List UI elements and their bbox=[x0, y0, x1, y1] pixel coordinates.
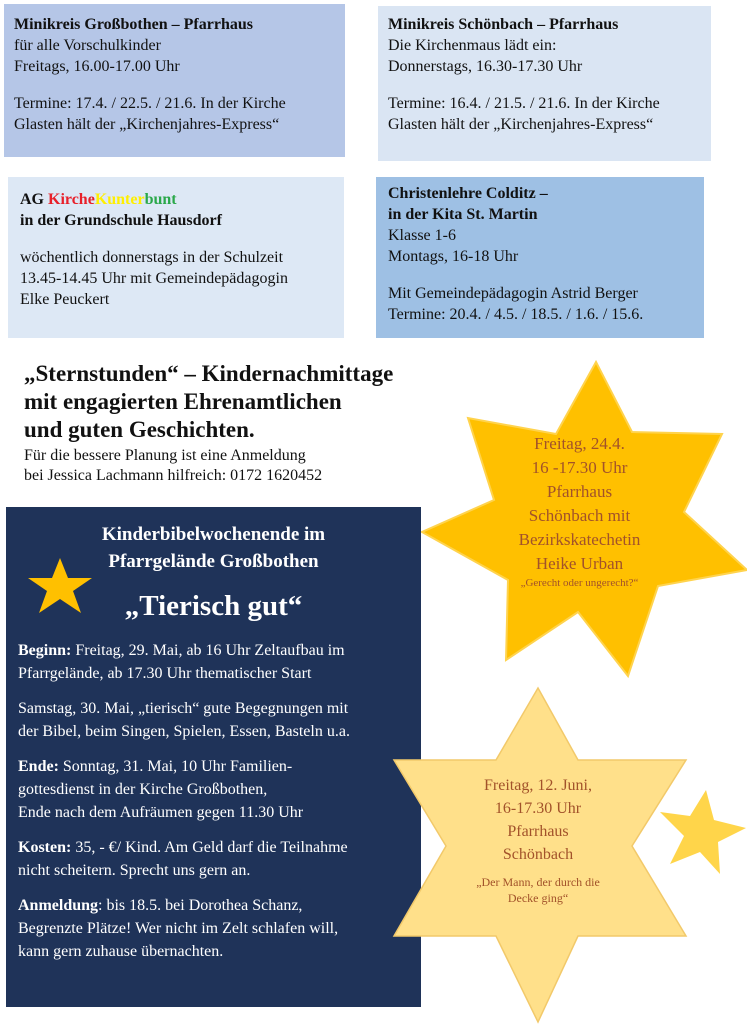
kbw-ende-3: Ende nach dem Aufräumen gegen 11.30 Uhr bbox=[18, 804, 304, 821]
kbw-beginn-1: Freitag, 29. Mai, ab 16 Uhr Zeltaufbau im bbox=[71, 642, 345, 659]
ag-word-kunter: Kunter bbox=[94, 191, 145, 208]
kbw-anmeldung-2: Begrenzte Plätze! Wer nicht im Zelt schlafen will, bbox=[18, 920, 339, 937]
sternstunden-head1: „Sternstunden“ – Kindernachmittage bbox=[24, 361, 394, 386]
star2-line2: 16-17.30 Uhr bbox=[494, 800, 582, 817]
kbw-samstag-2: der Bibel, beim Singen, Spielen, Essen, Basteln u.a. bbox=[18, 723, 350, 740]
kbw-ende-label: Ende: bbox=[18, 758, 59, 775]
sternstunden-head3: und guten Geschichten. bbox=[24, 417, 255, 442]
minikreis-schoenbach-line4: Glasten hält der „Kirchenjahres-Express“ bbox=[388, 116, 654, 133]
minikreis-grossbothen-line2: Freitags, 16.00-17.00 Uhr bbox=[14, 58, 180, 75]
minikreis-grossbothen-line3: Termine: 17.4. / 22.5. / 21.6. In der Kirche bbox=[14, 95, 286, 112]
sternstunden-head2: mit engagierten Ehrenamtlichen bbox=[24, 389, 342, 414]
star2-quote2: Decke ging“ bbox=[507, 891, 569, 905]
minikreis-grossbothen-title: Minikreis Großbothen – Pfarrhaus bbox=[14, 16, 253, 33]
star1-line1: Freitag, 24.4. bbox=[534, 434, 625, 453]
kbw-anmeldung-3: kann gern zuhause übernachten. bbox=[18, 943, 224, 960]
christenlehre-title2: in der Kita St. Martin bbox=[388, 206, 538, 223]
star2-line4: Schönbach bbox=[502, 846, 574, 863]
minikreis-schoenbach-box bbox=[378, 6, 711, 161]
christenlehre-box bbox=[376, 177, 704, 338]
sternstunden-sub2: bei Jessica Lachmann hilfreich: 0172 1620452 bbox=[24, 467, 323, 484]
kbw-anmeldung bbox=[18, 894, 409, 963]
minikreis-schoenbach-line3: Termine: 16.4. / 21.5. / 21.6. In der Kirche bbox=[388, 95, 660, 112]
kbw-ende bbox=[18, 755, 409, 824]
ag-kirche-subtitle: in der Grundschule Hausdorf bbox=[20, 212, 222, 229]
small-star-icon bbox=[26, 558, 94, 614]
ag-kirche-line2: 13.45-14.45 Uhr mit Gemeindepädagogin bbox=[20, 270, 288, 287]
star-event-1 bbox=[497, 432, 662, 590]
ag-kirche-title bbox=[20, 189, 332, 210]
star2-line3: Pfarrhaus bbox=[507, 823, 569, 840]
christenlehre-line1: Klasse 1-6 bbox=[388, 227, 456, 244]
star1-line6: Heike Urban bbox=[535, 554, 624, 573]
kbw-ende-2: gottesdienst in der Kirche Großbothen, bbox=[18, 781, 268, 798]
christenlehre-title1: Christenlehre Colditz – bbox=[388, 185, 548, 202]
star1-line3: Pfarrhaus bbox=[546, 482, 613, 501]
ag-word-kirche: Kirche bbox=[48, 191, 95, 208]
ag-kirche-kunterbunt-box bbox=[8, 177, 344, 338]
minikreis-grossbothen-box bbox=[4, 4, 345, 157]
kbw-anmeldung-1: : bis 18.5. bei Dorothea Schanz, bbox=[98, 897, 303, 914]
star1-line5: Bezirkskatechetin bbox=[518, 530, 641, 549]
star1-line2: 16 -17.30 Uhr bbox=[531, 458, 628, 477]
christenlehre-line4: Termine: 20.4. / 4.5. / 18.5. / 1.6. / 15.6. bbox=[388, 306, 644, 323]
christenlehre-line2: Montags, 16-18 Uhr bbox=[388, 248, 519, 265]
minikreis-grossbothen-line4: Glasten hält der „Kirchenjahres-Express“ bbox=[14, 116, 280, 133]
small-star-right-icon bbox=[660, 790, 746, 874]
kbw-anmeldung-label: Anmeldung bbox=[18, 897, 99, 914]
ag-prefix: AG bbox=[20, 191, 44, 208]
kbw-title1: Kinderbibelwochenende im bbox=[101, 524, 326, 545]
kbw-beginn bbox=[18, 639, 409, 685]
christenlehre-line3: Mit Gemeindepädagogin Astrid Berger bbox=[388, 285, 638, 302]
star1-line4: Schönbach mit bbox=[528, 506, 631, 525]
star1-quote: „Gerecht oder ungerecht?“ bbox=[520, 577, 639, 589]
kbw-kosten-2: nicht scheitern. Sprecht uns gern an. bbox=[18, 862, 251, 879]
minikreis-schoenbach-line1: Die Kirchenmaus lädt ein: bbox=[388, 37, 557, 54]
kbw-ende-1: Sonntag, 31. Mai, 10 Uhr Familien- bbox=[58, 758, 293, 775]
kbw-samstag bbox=[18, 697, 409, 743]
kbw-title2: Pfarrgelände Großbothen bbox=[108, 551, 319, 572]
ag-kirche-line3: Elke Peuckert bbox=[20, 291, 110, 308]
sternstunden-sub1: Für die bessere Planung ist eine Anmeldung bbox=[24, 447, 306, 464]
sternstunden-section bbox=[24, 360, 464, 486]
star2-quote1: „Der Mann, der durch die bbox=[476, 875, 600, 889]
kbw-samstag-1: Samstag, 30. Mai, „tierisch“ gute Begegnungen mit bbox=[18, 700, 349, 717]
ag-word-bunt: bunt bbox=[144, 191, 177, 208]
kbw-motto: „Tierisch gut“ bbox=[124, 590, 303, 622]
kbw-kosten-label: Kosten: bbox=[18, 839, 72, 856]
minikreis-grossbothen-line1: für alle Vorschulkinder bbox=[14, 37, 161, 54]
star2-line1: Freitag, 12. Juni, bbox=[484, 777, 592, 794]
kbw-beginn-2: Pfarrgelände, ab 17.30 Uhr thematischer Start bbox=[18, 665, 312, 682]
ag-kirche-line1: wöchentlich donnerstags in der Schulzeit bbox=[20, 249, 284, 266]
minikreis-schoenbach-title: Minikreis Schönbach – Pfarrhaus bbox=[388, 16, 619, 33]
star-event-2 bbox=[444, 774, 632, 906]
kbw-beginn-label: Beginn: bbox=[18, 642, 72, 659]
kbw-kosten-1: 35, - €/ Kind. Am Geld darf die Teilnahme bbox=[71, 839, 348, 856]
kbw-kosten bbox=[18, 836, 409, 882]
minikreis-schoenbach-line2: Donnerstags, 16.30-17.30 Uhr bbox=[388, 58, 583, 75]
